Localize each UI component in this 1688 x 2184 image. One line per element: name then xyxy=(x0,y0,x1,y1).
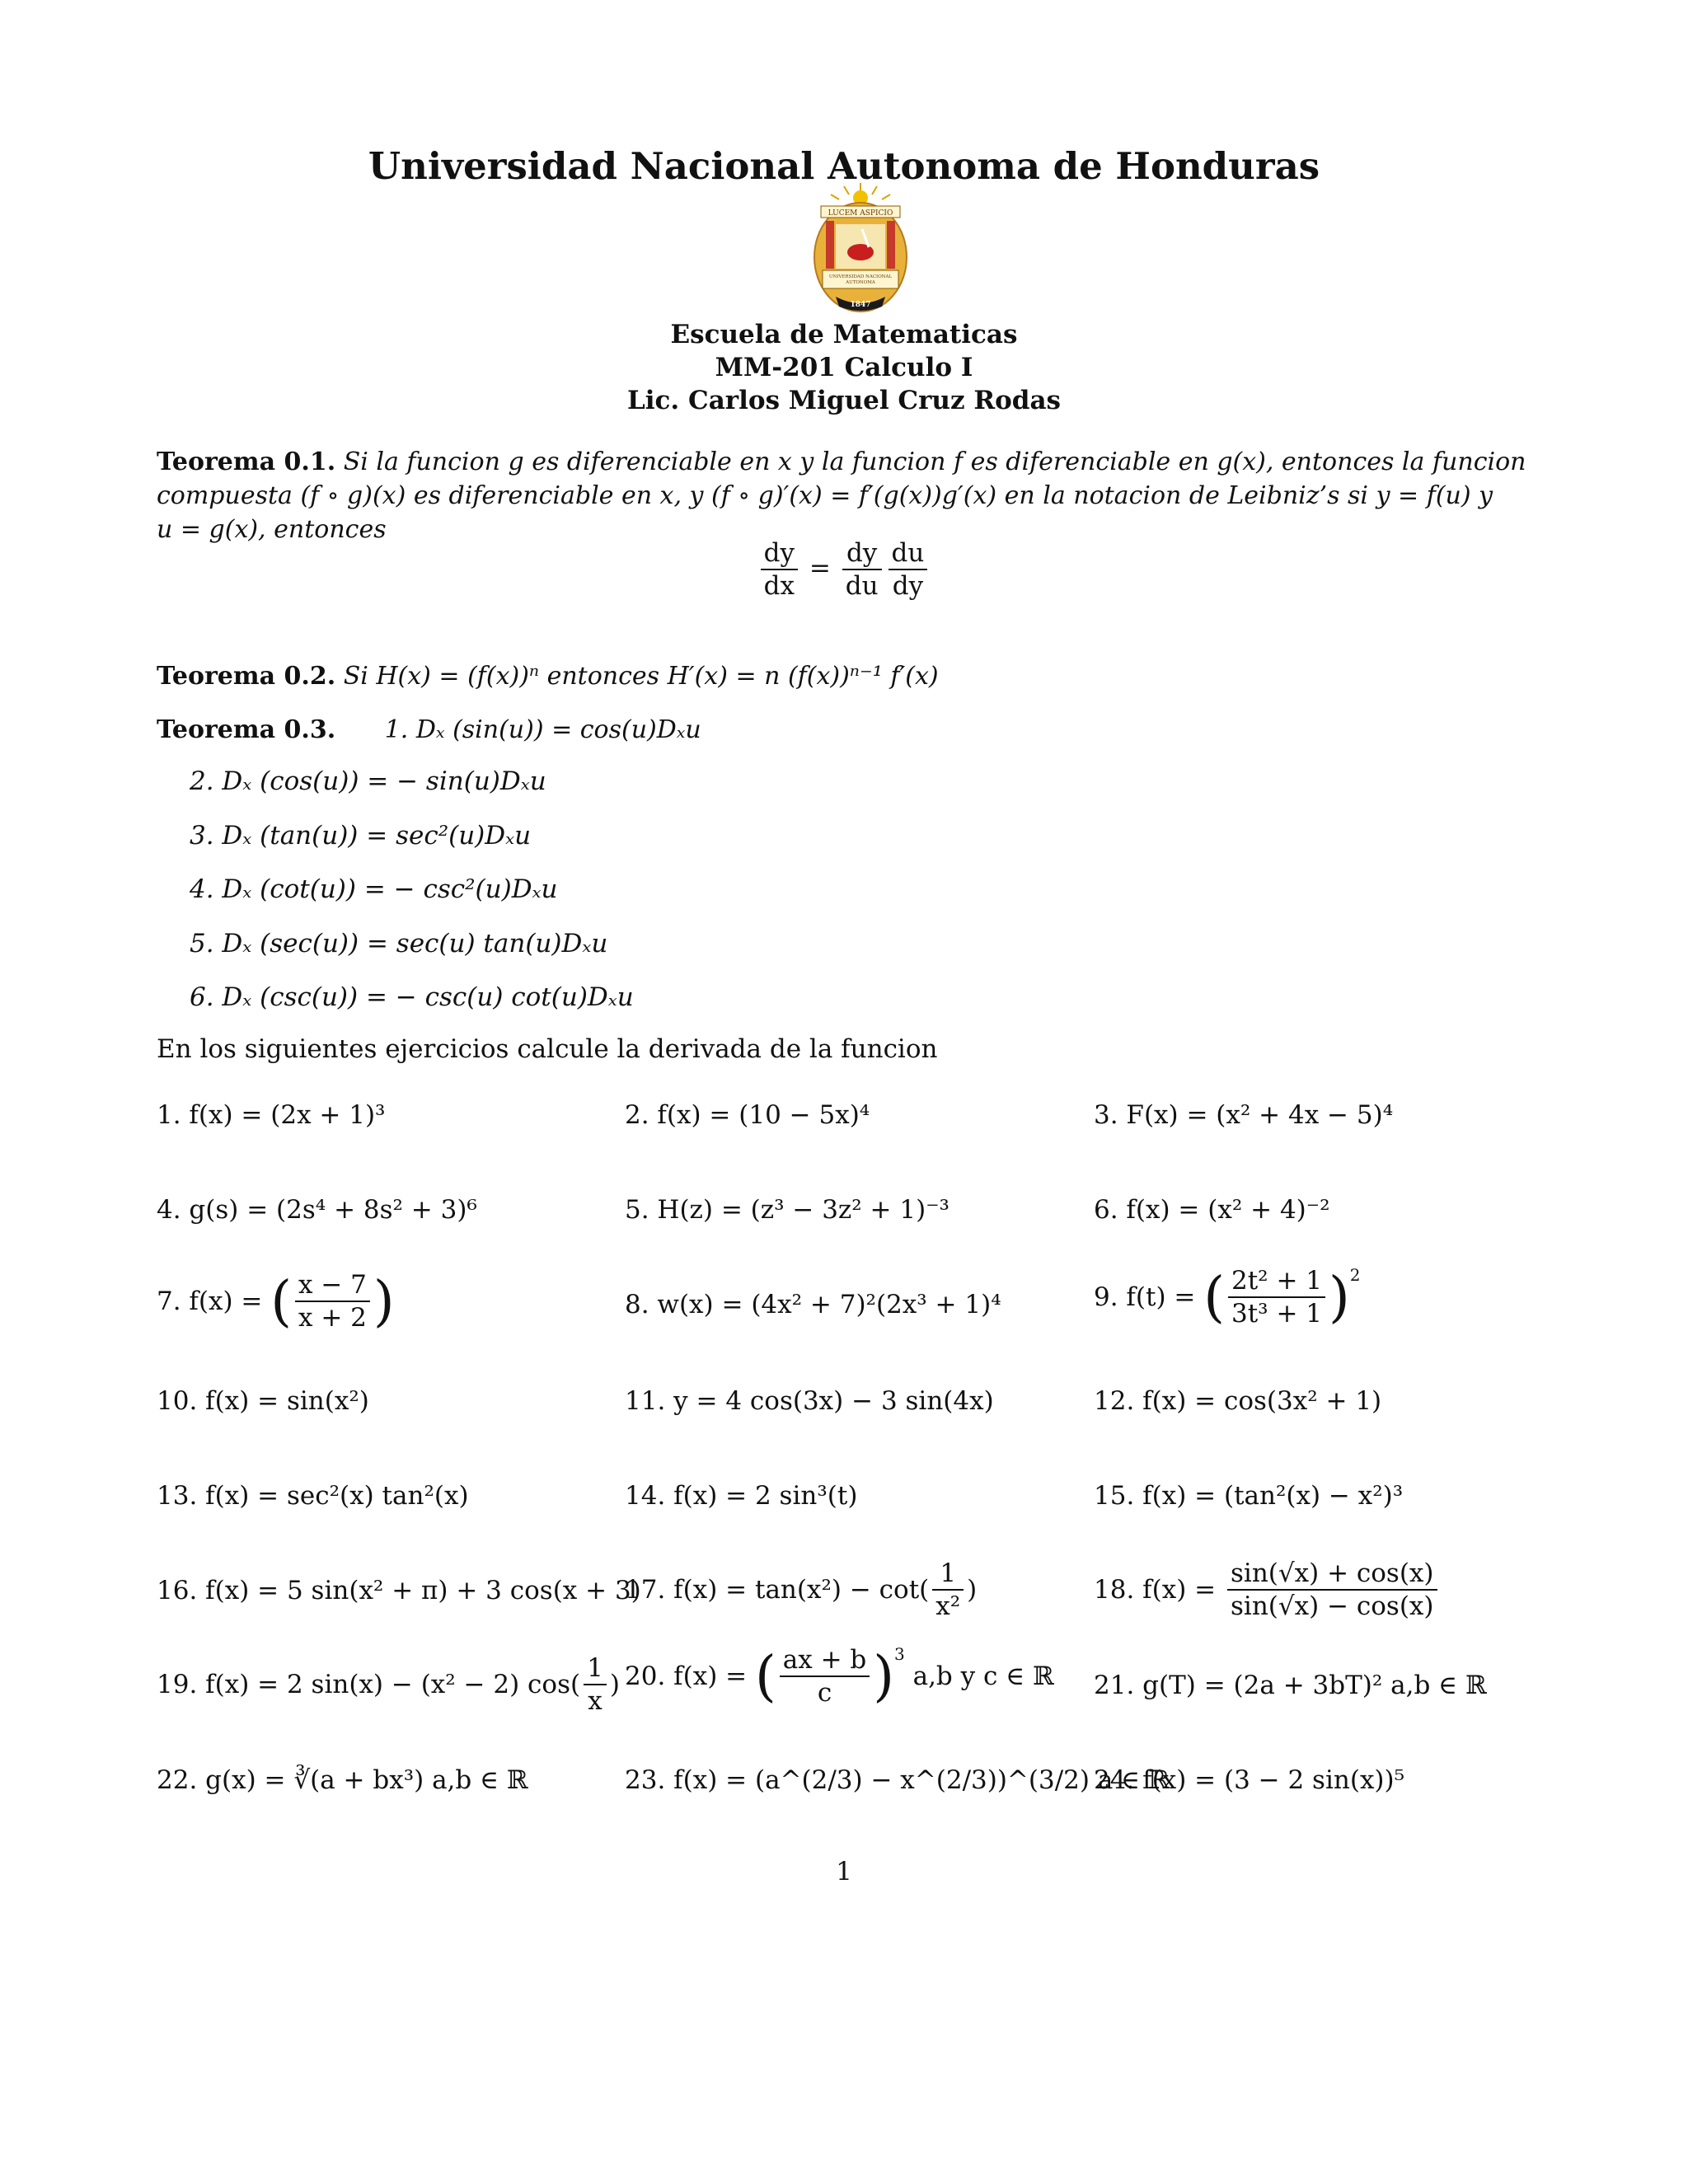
exercise-18-den: sin(√x) − cos(x) xyxy=(1231,1591,1434,1621)
exercise-14: 14. f(x) = 2 sin³(t) xyxy=(625,1481,858,1511)
theorem-0-2 xyxy=(157,659,1566,693)
exercise-20-exp: 3 xyxy=(894,1644,905,1664)
exercise-23: 23. f(x) = (a^(2/3) − x^(2/3))^(3/2) a ∈ ℝ xyxy=(625,1765,1170,1795)
theorem-0-1 xyxy=(157,445,1566,546)
exercise-17-close: ) xyxy=(967,1575,978,1605)
exercise-17-num: 1 xyxy=(932,1558,964,1591)
exercise-11: 11. y = 4 cos(3x) − 3 sin(4x) xyxy=(625,1386,994,1416)
eq-dy-dx-den: dx xyxy=(763,571,795,601)
theorem-0-1-line1 xyxy=(157,445,1566,479)
exercise-20-lhs: 20. f(x) = xyxy=(625,1661,748,1691)
theorem-0-1-text-1: Si la funcion g es diferenciable en x y la funcion f es diferenciable en g(x), entonces la funcion xyxy=(343,448,1526,476)
exercise-19-lhs: 19. f(x) = 2 sin(x) − (x² − 2) cos( xyxy=(157,1670,581,1699)
exercise-21: 21. g(T) = (2a + 3bT)² a,b ∈ ℝ xyxy=(1094,1671,1487,1700)
theorem-0-1-text-3: u = g(x), entonces xyxy=(157,515,387,544)
theorem-0-1-text-2: compuesta (f ∘ g)(x) es diferenciable en x, y (f ∘ g)′(x) = f′(g(x))g′(x) en la notacion de Leibniz’s si y = f(u) y xyxy=(157,481,1493,510)
svg-text:UNIVERSIDAD NACIONAL: UNIVERSIDAD NACIONAL xyxy=(828,274,893,279)
exercise-13: 13. f(x) = sec²(x) tan²(x) xyxy=(157,1481,469,1511)
exercise-3: 3. F(x) = (x² + 4x − 5)⁴ xyxy=(1094,1100,1394,1130)
leibniz-equation xyxy=(0,537,1688,602)
theorem-0-3-item-6: 6. Dₓ (csc(u)) = − csc(u) cot(u)Dₓu xyxy=(190,982,634,1012)
theorem-0-3-item-5: 5. Dₓ (sec(u)) = sec(u) tan(u)Dₓu xyxy=(190,929,608,958)
eq-du-dy-den: dy xyxy=(892,571,924,601)
eq-dy-du-num: dy xyxy=(842,537,882,570)
theorem-0-2-label: Teorema 0.2. xyxy=(157,662,336,691)
theorem-0-3-item-2: 2. Dₓ (cos(u)) = − sin(u)Dₓu xyxy=(190,766,546,796)
exercise-2: 2. f(x) = (10 − 5x)⁴ xyxy=(625,1100,870,1130)
exercise-7: 7. f(x) = ( $\frac{x - 7}{x + 2}$ ) xyxy=(157,1269,395,1333)
exercise-19 xyxy=(157,1652,620,1717)
eq-du-dy-num: du xyxy=(889,537,928,570)
exercise-15: 15. f(x) = (tan²(x) − x²)³ xyxy=(1094,1481,1404,1511)
exercise-20-num: ax + b xyxy=(780,1644,870,1677)
course-code: MM-201 Calculo I xyxy=(715,353,973,382)
exercise-6: 6. f(x) = (x² + 4)⁻² xyxy=(1094,1195,1330,1225)
theorem-0-3-item-4: 4. Dₓ (cot(u)) = − csc²(u)Dₓu xyxy=(190,874,558,904)
theorem-0-3 xyxy=(157,713,1566,747)
exercise-20-den: c xyxy=(817,1678,832,1708)
university-seal-logo xyxy=(811,181,910,313)
theorem-0-2-text: Si H(x) = (f(x))ⁿ entonces H′(x) = n (f(x))ⁿ⁻¹ f′(x) xyxy=(343,662,939,691)
exercise-24: 24. f(x) = (3 − 2 sin(x))⁵ xyxy=(1094,1765,1405,1795)
exercise-19-den: x xyxy=(588,1686,603,1716)
exercise-19-num: 1 xyxy=(584,1652,607,1685)
eq-dy-dx-num: dy xyxy=(761,537,798,570)
exercise-18-lhs: 18. f(x) = xyxy=(1094,1575,1217,1605)
exercise-9-lhs: 9. f(t) = xyxy=(1094,1282,1196,1312)
theorem-0-3-item-3: 3. Dₓ (tan(u)) = sec²(u)Dₓu xyxy=(190,821,532,851)
svg-text:1847: 1847 xyxy=(850,301,871,309)
eq-sign: = xyxy=(809,553,831,583)
eq-dy-du-den: du xyxy=(845,571,879,601)
exercise-22: 22. g(x) = ∛(a + bx³) a,b ∈ ℝ xyxy=(157,1765,528,1795)
exercise-16: 16. f(x) = 5 sin(x² + π) + 3 cos(x + 3) xyxy=(157,1576,641,1605)
exercise-4: 4. g(s) = (2s⁴ + 8s² + 3)⁶ xyxy=(157,1195,477,1225)
exercises-intro: En los siguientes ejercicios calcule la derivada de la funcion xyxy=(157,1034,938,1064)
exercise-20: 20. f(x) = ( $\frac{ax + b}{c}$ )$^3$ a,b y c ∈ ℝ xyxy=(625,1644,1054,1708)
svg-text:AUTONOMA: AUTONOMA xyxy=(846,280,875,285)
exercise-18-num: sin(√x) + cos(x) xyxy=(1227,1558,1437,1591)
exercise-10: 10. f(x) = sin(x²) xyxy=(157,1386,369,1416)
page-number: 1 xyxy=(836,1857,852,1886)
exercise-20-tail: a,b y c ∈ ℝ xyxy=(912,1661,1054,1691)
theorem-0-3-label: Teorema 0.3. xyxy=(157,715,336,744)
instructor-name: Lic. Carlos Miguel Cruz Rodas xyxy=(626,386,1062,415)
theorem-0-1-label: Teorema 0.1. xyxy=(157,448,336,476)
university-title: Universidad Nacional Autonoma de Honduras xyxy=(368,144,1320,188)
exercise-7-num: x − 7 xyxy=(295,1269,370,1302)
exercise-9-exp: 2 xyxy=(1349,1265,1361,1285)
exercise-18 xyxy=(1094,1558,1441,1622)
exercise-17-den: x² xyxy=(935,1591,961,1621)
exercise-17-lhs: 17. f(x) = tan(x²) − cot( xyxy=(625,1575,930,1605)
exercise-17 xyxy=(625,1558,977,1622)
exercise-8: 8. w(x) = (4x² + 7)²(2x³ + 1)⁴ xyxy=(625,1290,1001,1319)
exercise-5: 5. H(z) = (z³ − 3z² + 1)⁻³ xyxy=(625,1195,950,1225)
exercise-1: 1. f(x) = (2x + 1)³ xyxy=(157,1100,386,1130)
svg-text:LUCEM ASPICIO: LUCEM ASPICIO xyxy=(828,209,893,218)
exercise-7-lhs: 7. f(x) = xyxy=(157,1286,263,1316)
exercise-7-den: x + 2 xyxy=(298,1303,367,1333)
theorem-0-3-item-1: 1. Dₓ (sin(u)) = cos(u)Dₓu xyxy=(384,715,701,744)
school-name: Escuela de Matematicas xyxy=(670,320,1018,349)
exercise-9: 9. f(t) = ( $\frac{\text{2t² + 1}}{\text{3t³ + 1}}$ )$^2$ xyxy=(1094,1265,1361,1329)
exercise-9-den: 3t³ + 1 xyxy=(1231,1299,1323,1329)
exercise-9-num: 2t² + 1 xyxy=(1228,1265,1325,1298)
exercise-19-close: ) xyxy=(609,1670,620,1699)
exercise-12: 12. f(x) = cos(3x² + 1) xyxy=(1094,1386,1382,1416)
